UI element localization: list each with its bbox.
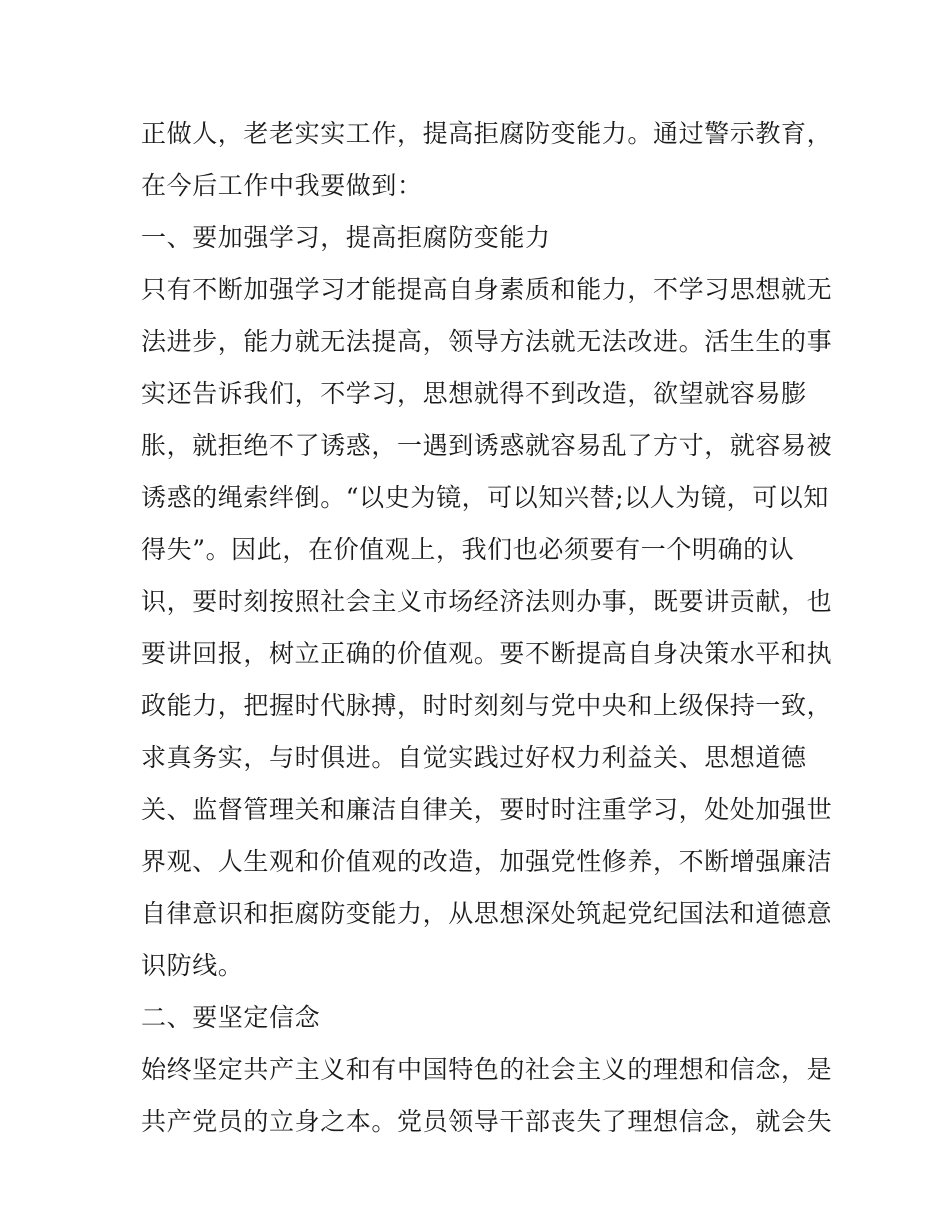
- text-line: 正做人，老老实实工作，提高拒腐防变能力。通过警示教育，: [141, 119, 833, 148]
- text-line: 得失”。因此，在价值观上，我们也必须要有一个明确的认: [141, 535, 795, 564]
- text-line: 识防线。: [141, 951, 244, 980]
- text-line: 诱惑的绳索绊倒。“以史为镜，可以知兴替;以人为镜，可以知: [141, 483, 830, 512]
- text-line: 关、监督管理关和廉洁自律关，要时时注重学习，处处加强世: [141, 795, 833, 824]
- text-line: 自律意识和拒腐防变能力，从思想深处筑起党纪国法和道德意: [141, 899, 833, 928]
- text-line: 求真务实，与时俱进。自觉实践过好权力利益关、思想道德: [141, 743, 807, 772]
- text-line: 法进步，能力就无法提高，领导方法就无法改进。活生生的事: [141, 327, 833, 356]
- text-line: 胀，就拒绝不了诱惑，一遇到诱惑就容易乱了方寸，就容易被: [141, 431, 833, 460]
- text-line: 要讲回报，树立正确的价值观。要不断提高自身决策水平和执: [141, 639, 833, 668]
- text-line: 识，要时刻按照社会主义市场经济法则办事，既要讲贡献，也: [141, 587, 833, 616]
- text-line: 实还告诉我们，不学习，思想就得不到改造，欲望就容易膨: [141, 379, 807, 408]
- text-line: 始终坚定共产主义和有中国特色的社会主义的理想和信念，是: [141, 1055, 833, 1084]
- section-heading-1: 一、要加强学习，提高拒腐防变能力: [141, 223, 551, 252]
- text-line: 界观、人生观和价值观的改造，加强党性修养，不断增强廉洁: [141, 847, 833, 876]
- document-body: [141, 108, 833, 1148]
- text-line: 共产党员的立身之本。党员领导干部丧失了理想信念，就会失: [141, 1107, 833, 1136]
- section-heading-2: 二、要坚定信念: [141, 1003, 321, 1032]
- text-line: 在今后工作中我要做到：: [141, 171, 423, 200]
- text-line: 只有不断加强学习才能提高自身素质和能力，不学习思想就无: [141, 275, 833, 304]
- text-line: 政能力，把握时代脉搏，时时刻刻与党中央和上级保持一致，: [141, 691, 833, 720]
